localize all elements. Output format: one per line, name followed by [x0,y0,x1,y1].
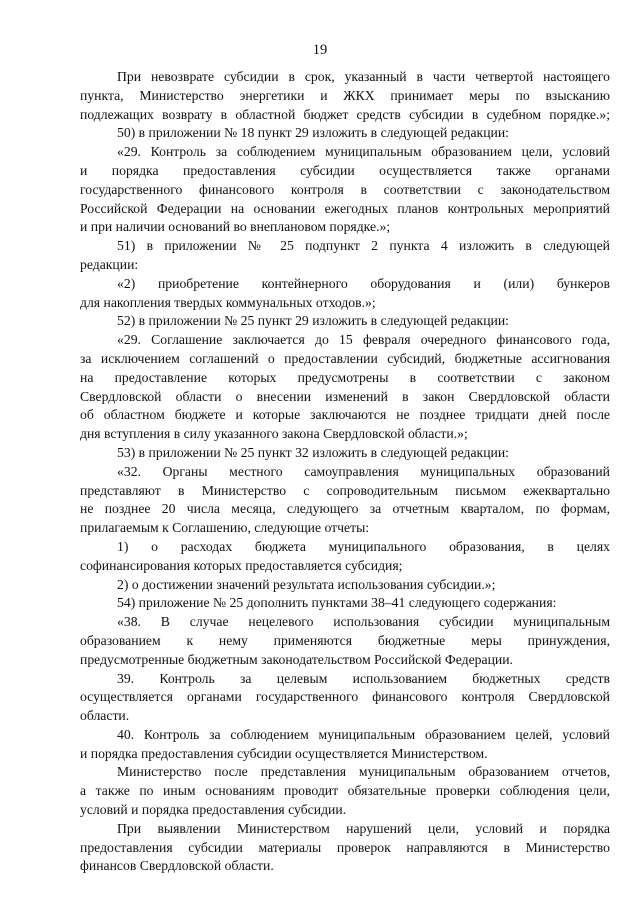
text-line: дня вступления в силу указанного закона Свердловской области.»; [80,426,468,442]
text-line: 51) в приложении № 25 подпункт 2 пункта 4 изложить в следующей [117,238,610,254]
text-line: Свердловской области о внесении изменений в закон Свердловской области [80,388,610,404]
text-line: Российской Федерации на основании ежегодных планов контрольных мероприятий [80,200,610,216]
text-line: пункта, Министерство энергетики и ЖКХ принимает меры по взысканию [80,87,610,103]
text-line: на предоставление которых предусмотрены в соответствии с законом [80,369,610,385]
document-body [80,68,610,876]
page-number: 19 [312,42,328,58]
text-line: 1) о расходах бюджета муниципального образования, в целях [117,538,610,554]
text-line: Министерство после представления муниципальным образованием отчетов, [117,764,610,780]
text-line: 40. Контроль за соблюдением муниципальным образованием целей, условий [117,726,610,742]
text-line: не позднее 20 числа месяца, следующего за отчетным кварталом, по формам, [80,501,610,517]
text-line: 52) в приложении № 25 пункт 29 изложить в следующей редакции: [117,313,509,329]
text-line: и порядка предоставления субсидии осуществляется также органами [80,162,610,178]
text-line: «32. Органы местного самоуправления муниципальных образований [117,463,610,479]
text-line: «2) приобретение контейнерного оборудования и (или) бункеров [117,275,610,291]
text-line: предоставления субсидии материалы проверок направляются в Министерство [80,839,610,855]
text-line: софинансирования которых предоставляется субсидия; [80,557,403,573]
text-line: за исключением соглашений о предоставлении субсидий, бюджетные ассигнования [80,350,610,366]
text-line: области. [80,708,130,724]
text-line: государственного финансового контроля в соответствии с законодательством [80,181,610,197]
text-line: образованием к нему применяются бюджетные меры принуждения, [80,632,610,648]
text-line: осуществляется органами государственного финансового контроля Свердловской [80,689,610,705]
text-line: При невозврате субсидии в срок, указанный в части четвертой настоящего [117,69,610,84]
text-line: редакции: [80,256,139,272]
text-line: 54) приложение № 25 дополнить пунктами 38–41 следующего содержания: [117,595,557,611]
text-line: и при наличии оснований во внеплановом порядке.»; [80,219,391,235]
text-line: 53) в приложении № 25 пункт 32 изложить в следующей редакции: [117,444,509,460]
text-line: об областном бюджете и которые заключаются не позднее тридцати дней после [80,407,610,423]
text-line: «38. В случае нецелевого использования субсидии муниципальным [117,614,610,630]
text-line: предусмотренные бюджетным законодательством Российской Федерации. [80,651,513,667]
text-line: условий и порядка предоставления субсидии. [80,802,347,818]
text-line: для накопления твердых коммунальных отходов.»; [80,294,376,310]
text-line: «29. Соглашение заключается до 15 февраля очередного финансового года, [117,332,610,348]
text-line: 50) в приложении № 18 пункт 29 изложить в следующей редакции: [117,125,509,141]
text-line: подлежащих возврату в областной бюджет средств субсидии в судебном порядке.»; [80,106,610,122]
text-line: представляют в Министерство с сопроводительным письмом ежеквартально [80,482,610,498]
text-line: 2) о достижении значений результата использования субсидии.»; [117,576,496,592]
text-line: «29. Контроль за соблюдением муниципальным образованием цели, условий [117,144,610,160]
text-line: и порядка предоставления субсидии осуществляется Министерством. [80,745,488,761]
text-line: финансов Свердловской области. [80,858,274,874]
text-line: 39. Контроль за целевым использованием бюджетных средств [117,670,610,686]
text-line: а также по иным основаниям проводит обязательные проверки соблюдения цели, [80,783,610,799]
text-line: прилагаемым к Соглашению, следующие отчеты: [80,520,370,536]
text-line: При выявлении Министерством нарушений цели, условий и порядка [117,820,610,836]
